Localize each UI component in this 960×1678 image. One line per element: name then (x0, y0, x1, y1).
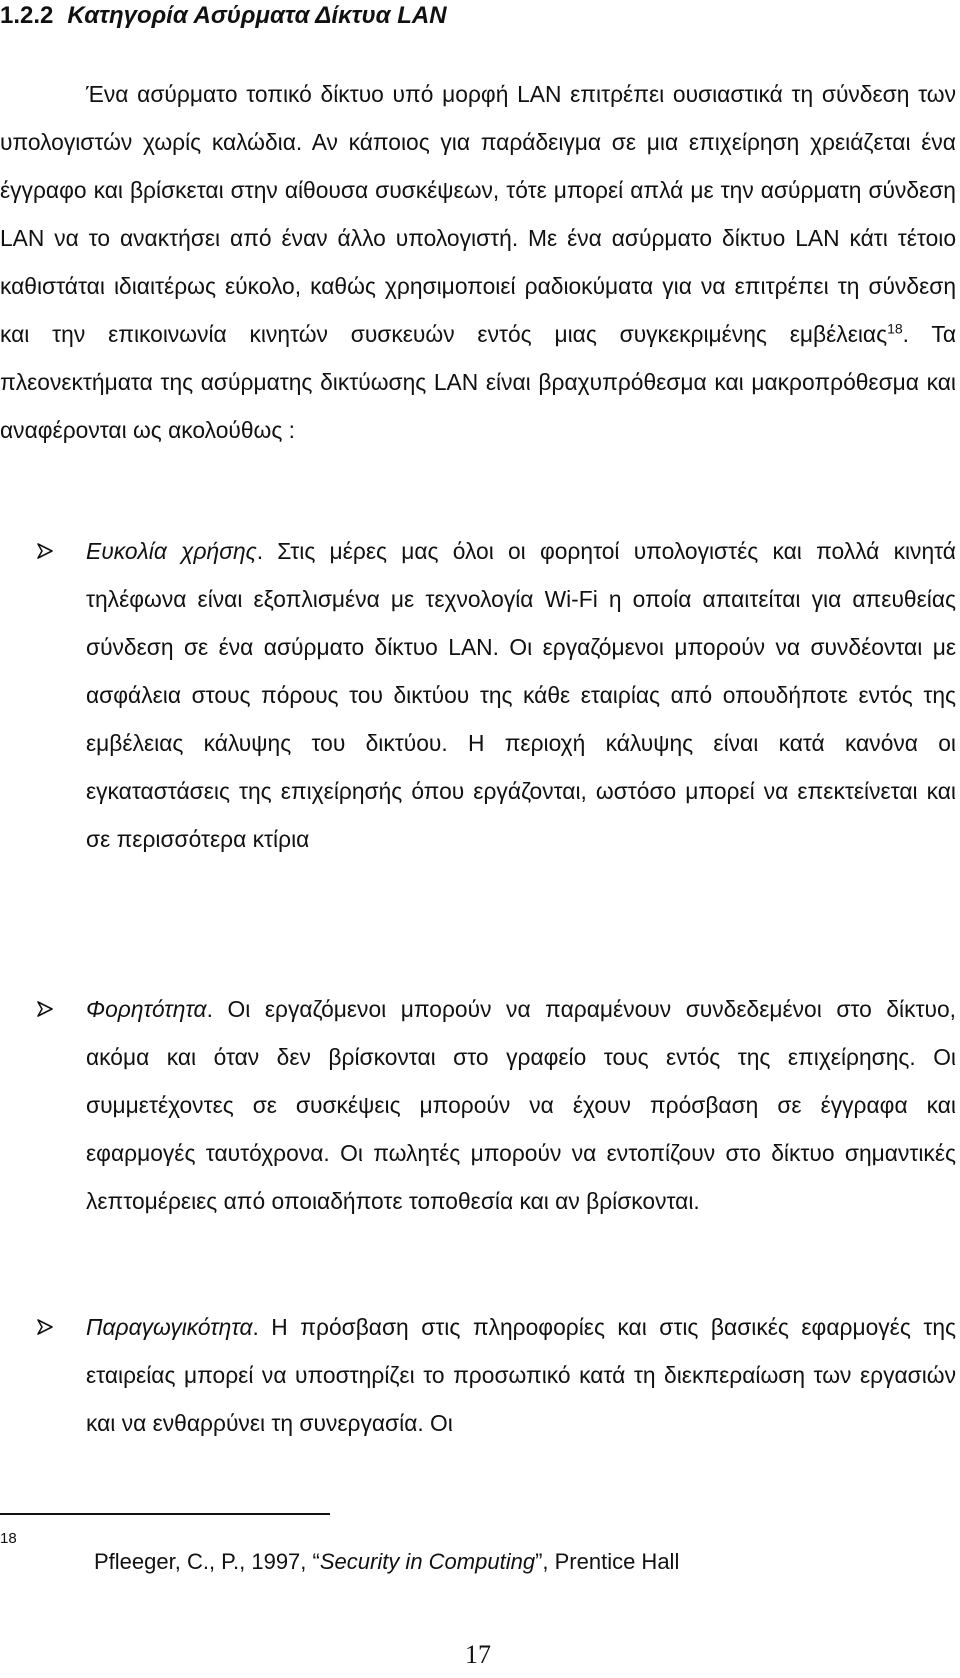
footnote-reference[interactable]: 18 (887, 320, 903, 337)
bullet-term: Παραγωγικότητα (86, 1314, 253, 1340)
intro-paragraph (0, 70, 956, 454)
bullet-body: . Οι εργαζόμενοι μπορούν να παραμένουν συνδεδεμένοι στο δίκτυο, ακόμα και όταν δεν βρίσκονται στο γραφείο τους εντός της επιχείρησης. Οι συμμετέχοντες σε συσκέψεις μπορούν να έχουν πρόσβαση σε έγγραφα και εφαρμογές ταυτόχρονα. Οι πωλητές μπορούν να εντοπίζουν στο δίκτυο σημαντικές λεπτομέρειες από οποιαδήποτε τοποθεσία και αν βρίσκονται. (86, 996, 956, 1214)
bullet-term: Ευκολία χρήσης (86, 538, 257, 564)
section-title: Κατηγορία Ασύρματα Δίκτυα LAN (67, 2, 447, 29)
bullet-text (86, 1303, 956, 1447)
footnote-divider (0, 1513, 330, 1515)
bullet-term: Φορητότητα (86, 996, 207, 1022)
bullet-body: . Στις μέρες μας όλοι οι φορητοί υπολογιστές και πολλά κινητά τηλέφωνα είναι εξοπλισμένα με τεχνολογία Wi-Fi η οποία απαιτείται για απευθείας σύνδεση σε ένα ασύρματο δίκτυο LAN. Οι εργαζόμενοι μπορούν να συνδέονται με ασφάλεια στους πόρους του δικτύου της κάθε εταιρίας από οπουδήποτε εντός της εμβέλειας κάλυψης του δικτύου. Η περιοχή κάλυψης είναι κατά κανόνα οι εγκαταστάσεις της επιχείρησής όπου εργάζονται, ωστόσο μπορεί να επεκτείνεται και σε περισσότερα κτίρια (86, 538, 956, 852)
footnote-number: 18 (0, 1530, 17, 1547)
bullet-body: . Η πρόσβαση στις πληροφορίες και στις βασικές εφαρμογές της εταιρείας μπορεί να υποστηρίζει το προσωπικό κατά τη διεκπεραίωση των εργασιών και να ενθαρρύνει τη συνεργασία. Οι (86, 1314, 956, 1436)
bullet-text (86, 527, 956, 863)
arrowhead-bullet-icon (36, 1318, 54, 1336)
page-number: 17 (465, 1640, 491, 1669)
footnote-title: Security in Computing (319, 1549, 536, 1574)
footnote-publisher: ”, Prentice Hall (535, 1549, 680, 1574)
intro-text: Ένα ασύρματο τοπικό δίκτυο υπό μορφή LAN επιτρέπει ουσιαστικά τη σύνδεση των υπολογιστών χωρίς καλώδια. Αν κάποιος για παράδειγμα σε μια επιχείρηση χρειάζεται ένα έγγραφο και βρίσκεται στην αίθουσα συσκέψεων, τότε μπορεί απλά με την ασύρματη σύνδεση LAN να το ανακτήσει από έναν άλλο υπολογιστή. Με ένα ασύρματο δίκτυο LAN κάτι τέτοιο καθιστάται ιδιαιτέρως εύκολο, καθώς χρησιμοποιεί ραδιοκύματα για να επιτρέπει τη σύνδεση και την επικοινωνία κινητών συσκευών εντός μιας συγκεκριμένης εμβέλειας (0, 81, 956, 347)
bullet-ease-of-use (0, 527, 956, 863)
bullet-text (86, 985, 956, 1225)
section-heading (0, 2, 447, 30)
arrowhead-bullet-icon (36, 1000, 54, 1018)
intro-text-continued: . Τα πλεονεκτήματα της ασύρματης δικτύωσης LAN είναι βραχυπρόθεσμα και μακροπρόθεσμα και αναφέρονται ως ακολούθως : (0, 321, 957, 443)
bullet-productivity (0, 1303, 956, 1447)
footnote-authors: Pfleeger, C., P., 1997, “ (94, 1549, 320, 1574)
section-number: 1.2.2 (0, 2, 54, 29)
footnote-citation (94, 1549, 679, 1575)
arrowhead-bullet-icon (36, 542, 54, 560)
bullet-portability (0, 985, 956, 1225)
